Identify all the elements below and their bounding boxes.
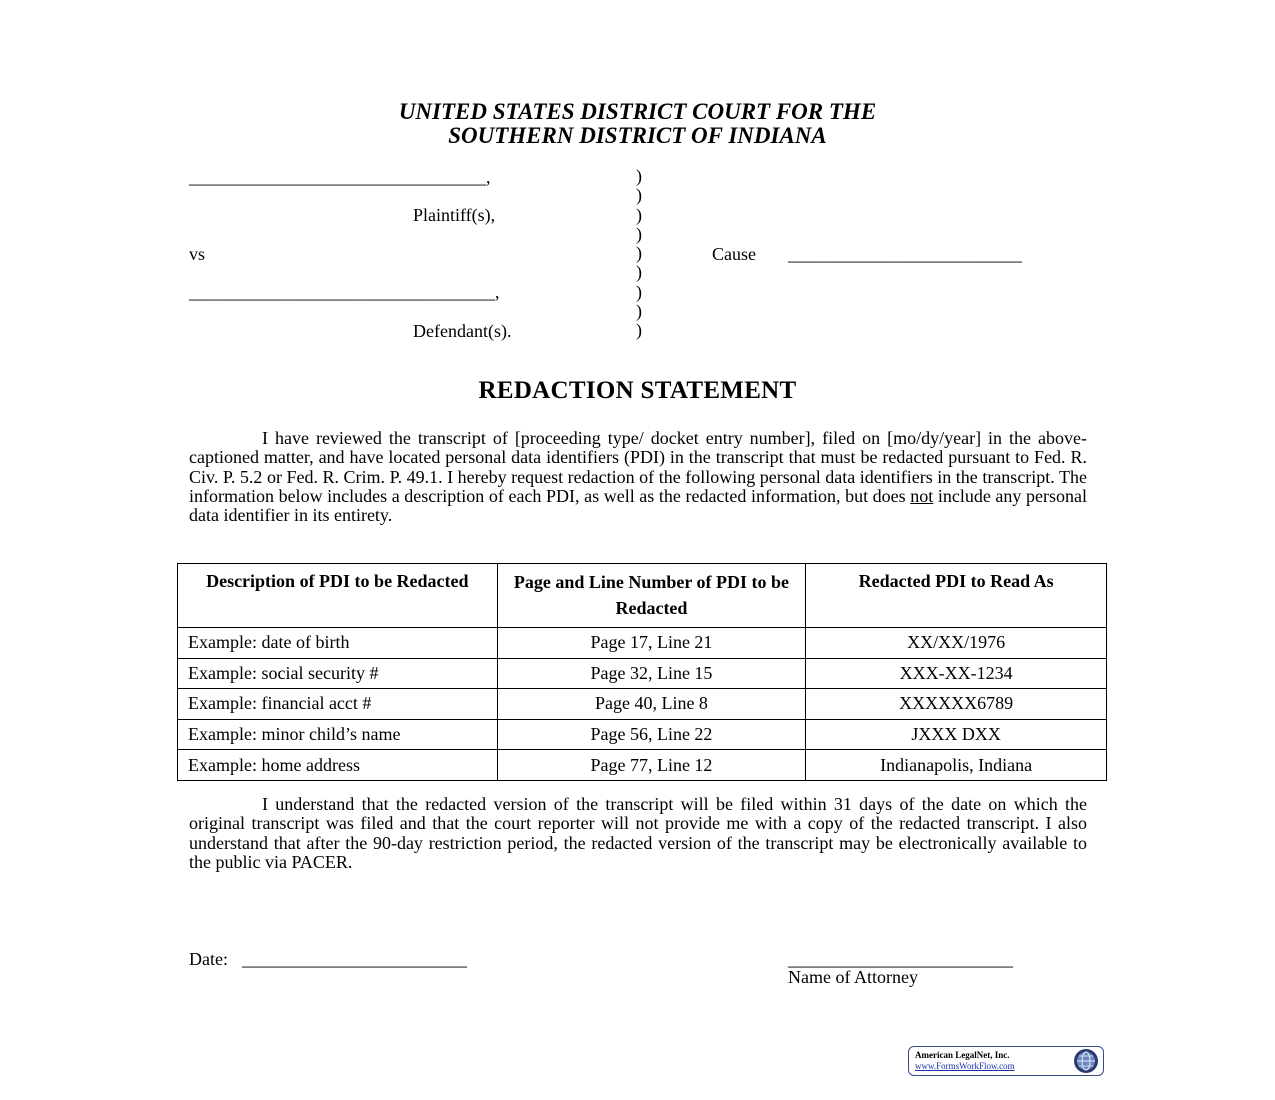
paren: ): [636, 185, 642, 206]
court-title-line2: SOUTHERN DISTRICT OF INDIANA: [448, 123, 827, 148]
understanding-text: I understand that the redacted version of the transcript will be filed within 31 days of the date on which the original transcript was filed and that the court reporter will not provide me with a copy of the redacted transcript. I also understand that after the 90-day restriction period, the redacted version of the transcript may be electronically available to the public via PACER.: [189, 794, 1087, 872]
cell-description: Example: date of birth: [178, 628, 498, 659]
table-row: [178, 628, 1107, 659]
paren: ): [636, 301, 642, 322]
cell-redacted: XXXXXX6789: [806, 689, 1107, 720]
header-description: Description of PDI to be Redacted: [178, 564, 498, 628]
publisher-url[interactable]: www.FormsWorkFlow.com: [915, 1061, 1015, 1071]
understanding-paragraph: [189, 795, 1087, 872]
statement-paragraph: [189, 429, 1087, 525]
paren: ): [636, 281, 642, 302]
court-title-line1: UNITED STATES DISTRICT COURT FOR THE: [398, 99, 877, 124]
defendant-label: Defendant(s).: [413, 321, 512, 341]
cell-redacted: XXX-XX-1234: [806, 658, 1107, 689]
defendant-blank: __________________________________,: [189, 282, 500, 302]
cell-description: Example: home address: [178, 750, 498, 781]
publisher-logo: [908, 1046, 1104, 1076]
cell-page-line: Page 17, Line 21: [497, 628, 806, 659]
plaintiff-label: Plaintiff(s),: [413, 205, 496, 225]
cell-page-line: Page 32, Line 15: [497, 658, 806, 689]
page-title: REDACTION STATEMENT: [478, 377, 797, 404]
cell-description: Example: social security #: [178, 658, 498, 689]
header-redacted: Redacted PDI to Read As: [806, 564, 1107, 628]
cell-redacted: Indianapolis, Indiana: [806, 750, 1107, 781]
globe-icon: [1073, 1048, 1099, 1074]
paren: ): [636, 166, 642, 186]
vs-label: vs: [189, 244, 206, 264]
cell-page-line: Page 56, Line 22: [497, 719, 806, 750]
table-header-row: [178, 564, 1107, 628]
caption-parens: [636, 167, 642, 341]
pdi-table: [177, 563, 1107, 781]
cell-description: Example: minor child’s name: [178, 719, 498, 750]
cause-blank: __________________________: [788, 244, 1022, 264]
cell-page-line: Page 77, Line 12: [497, 750, 806, 781]
statement-text-before: I have reviewed the transcript of [proceeding type/ docket entry number], filed on [mo/dy/year] in the above-captioned matter, and have located personal data identifiers (PDI) in the transcript that must be redacted pursuant to Fed. R. Civ. P. 5.2 or Fed. R. Crim. P. 49.1. I hereby request redaction of the following personal data identifiers in the transcript. The information below includes a description of each PDI, as well as the redacted information, but does: [189, 428, 1087, 506]
table-row: [178, 689, 1107, 720]
attorney-signature-blank: _________________________: [788, 949, 1013, 969]
cell-redacted: JXXX DXX: [806, 719, 1107, 750]
paren: ): [636, 262, 642, 283]
cell-description: Example: financial acct #: [178, 689, 498, 720]
table-row: [178, 658, 1107, 689]
attorney-name-label: Name of Attorney: [788, 967, 918, 987]
cell-redacted: XX/XX/1976: [806, 628, 1107, 659]
paren: ): [636, 204, 642, 225]
paren: ): [636, 320, 642, 341]
header-page-line: Page and Line Number of PDI to be Redacted: [497, 564, 806, 628]
table-row: [178, 719, 1107, 750]
paren: ): [636, 243, 642, 264]
plaintiff-blank: _________________________________,: [189, 167, 491, 187]
date-blank: _________________________: [242, 949, 467, 969]
table-row: [178, 750, 1107, 781]
date-label: Date:: [189, 949, 228, 969]
paren: ): [636, 223, 642, 244]
cell-page-line: Page 40, Line 8: [497, 689, 806, 720]
cause-label: Cause: [712, 244, 756, 264]
statement-text-underlined: not: [910, 485, 934, 506]
publisher-name: American LegalNet, Inc.: [915, 1050, 1010, 1060]
statement-text-after: include any personal data identifier in its entirety.: [189, 485, 1087, 526]
